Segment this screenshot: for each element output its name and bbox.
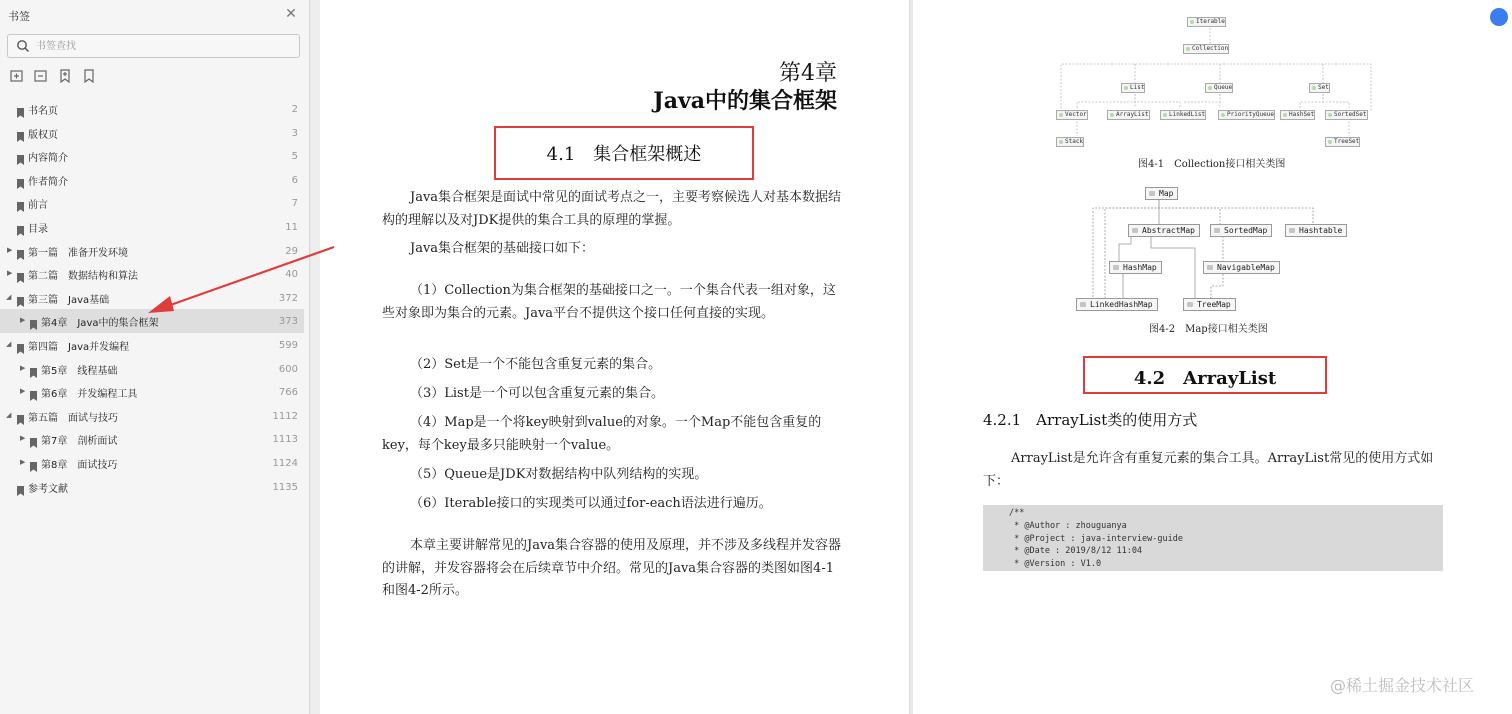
bookmark-item[interactable] [0,451,304,475]
bookmark-page-number: 1124 [272,457,298,469]
bookmark-label: 第8章 面试技巧 [41,459,118,471]
floating-tool-button[interactable] [1490,8,1508,26]
delete-bookmark-icon[interactable] [82,68,98,84]
collapse-arrow-icon[interactable]: ◢ [6,410,12,419]
bookmark-item[interactable] [0,215,304,239]
bookmark-page-number: 40 [285,269,298,281]
expand-arrow-icon[interactable]: ▶ [7,269,13,278]
list-item: （2）Set是一个不能包含重复元素的集合。 [410,357,662,372]
bookmark-icon [17,410,24,420]
bookmark-page-number: 1113 [272,434,298,446]
list-item: （3）List是一个可以包含重复元素的集合。 [410,386,664,401]
bookmark-item[interactable] [0,168,304,192]
bookmark-item[interactable] [0,144,304,168]
class-node: HashSet [1280,110,1315,120]
bookmark-label: 目录 [28,223,48,235]
class-node: LinkedHashMap [1076,298,1158,311]
bookmark-page-number: 766 [278,387,298,399]
section-heading: 4.1 集合框架概述 [546,144,702,165]
bookmark-icon [17,292,24,302]
bookmark-item[interactable] [0,427,304,451]
annotation-arrow [140,240,340,320]
bookmark-label: 第5章 线程基础 [41,365,118,377]
document-page-left [320,0,910,714]
class-node: List [1121,83,1145,93]
bookmark-label: 书名页 [28,106,58,117]
body-paragraph: Java集合框架是面试中常见的面试考点之一，主要考察候选人对基本数据结构的理解以及对JDK提供的集合工具的原理的掌握。 [382,190,842,228]
bookmark-icon [17,174,24,184]
bookmark-item[interactable] [0,97,304,121]
bookmark-icon [17,481,24,491]
bookmark-label: 第6章 并发编程工具 [41,389,138,401]
expand-arrow-icon[interactable]: ▶ [20,316,26,325]
bookmark-page-number: 3 [291,127,298,139]
bookmark-icon [17,221,24,231]
bookmark-label: 第三篇 Java基础 [28,294,110,306]
class-node: Collection [1183,44,1229,54]
bookmark-label: 第二篇 数据结构和算法 [28,271,138,283]
bookmark-page-number: 6 [291,174,298,186]
diagram-connectors [1073,184,1348,314]
bookmark-icon [30,315,37,325]
bookmark-toolbar [10,68,310,88]
bookmark-panel-header [0,0,310,30]
bookmark-icon [17,127,24,137]
bookmark-icon [30,363,37,373]
bookmark-label: 内容简介 [28,153,68,165]
expand-arrow-icon[interactable]: ▶ [7,245,13,254]
bookmark-icon [17,150,24,160]
watermark: @稀土掘金技术社区 [1330,676,1475,695]
bookmark-page-number: 599 [278,339,298,351]
bookmark-page-number: 7 [291,198,298,210]
bookmark-label: 参考文献 [28,483,68,495]
section-heading: 4.2 ArrayList [1133,368,1277,389]
collapse-arrow-icon[interactable]: ◢ [6,339,12,348]
bookmark-label: 第五篇 面试与技巧 [28,412,118,424]
bookmark-item[interactable] [0,357,304,381]
diagram-connectors [1053,12,1378,152]
class-node: TreeMap [1183,298,1236,311]
collapse-arrow-icon[interactable]: ◢ [6,292,12,301]
add-bookmark-icon[interactable] [58,68,74,84]
bookmark-label: 第四篇 Java并发编程 [28,341,130,353]
bookmark-page-number: 372 [278,292,298,304]
bookmark-icon [17,339,24,349]
search-icon [16,39,30,53]
body-paragraph: ArrayList是允许含有重复元素的集合工具。ArrayList常见的使用方式如下： [983,451,1434,489]
chapter-number: 第4章 [779,61,837,86]
section-highlight-box [1083,356,1327,394]
body-paragraph: 本章主要讲解常见的Java集合容器的使用及原理，并不涉及多线程并发容器的讲解，并发容器将会在后续章节中介绍。常见的Java集合容器的类图如图4-1和图4-2所示。 [382,538,842,598]
bookmark-icon [17,197,24,207]
code-block: /** * @Author : zhouguanya * @Project : java-interview-guide * @Date : 2019/8/12 11:04 * @Version : V1.0 [983,505,1443,571]
class-node: AbstractMap [1128,224,1200,237]
list-item: （4）Map是一个将key映射到value的对象。一个Map不能包含重复的key，每个key最多只能映射一个value。 [382,415,822,453]
expand-arrow-icon[interactable]: ▶ [20,434,26,443]
body-paragraph: Java集合框架的基础接口如下： [410,241,595,256]
subsection-heading: 4.2.1 ArrayList类的使用方式 [983,411,1198,429]
class-node: SortedMap [1210,224,1272,237]
class-node: Iterable [1187,17,1226,27]
bookmark-page-number: 373 [278,316,298,328]
bookmark-panel-title: 书签 [8,10,30,23]
bookmark-icon [30,457,37,467]
expand-arrow-icon[interactable]: ▶ [20,387,26,396]
map-class-diagram [1073,184,1348,314]
bookmark-page-number: 1112 [272,410,298,422]
bookmark-item[interactable] [0,404,304,428]
figure-caption: 图4-1 Collection接口相关类图 [1138,159,1286,170]
class-node: LinkedList [1160,110,1206,120]
expand-all-icon[interactable] [10,68,26,84]
list-item: （6）Iterable接口的实现类可以通过for-each语法进行遍历。 [410,496,772,511]
chapter-title: Java中的集合框架 [653,88,837,114]
collection-class-diagram [1053,12,1378,152]
expand-arrow-icon[interactable]: ▶ [20,363,26,372]
class-node: Map [1145,187,1178,200]
bookmark-page-number: 1135 [272,481,298,493]
bookmark-label: 前言 [28,200,48,212]
bookmark-page-number: 29 [285,245,298,257]
class-node: SortedSet [1325,110,1368,120]
bookmark-label: 作者简介 [28,176,68,188]
class-node: PriorityQueue [1218,110,1275,120]
bookmark-item[interactable] [0,121,304,145]
list-item: （5）Queue是JDK对数据结构中队列结构的实现。 [410,467,708,482]
bookmark-label: 版权页 [28,129,58,141]
bookmark-page-number: 11 [285,221,298,233]
bookmark-label: 第一篇 准备开发环境 [28,247,128,259]
class-node: NavigableMap [1203,261,1280,274]
document-page-right [913,0,1512,714]
bookmark-item[interactable] [0,475,304,499]
expand-arrow-icon[interactable]: ▶ [20,457,26,466]
class-node: Stack [1056,137,1084,147]
bookmark-icon [17,268,24,278]
list-item: （1）Collection为集合框架的基础接口之一。一个集合代表一组对象，这些对象即为集合的元素。Java平台不提供这个接口任何直接的实现。 [382,283,836,321]
bookmark-label: 第4章 Java中的集合框架 [41,318,159,330]
bookmark-page-number: 600 [278,363,298,375]
class-node: Queue [1205,83,1233,93]
bookmark-label: 第7章 剖析面试 [41,436,118,448]
bookmark-item[interactable] [0,191,304,215]
section-highlight-box [494,126,754,180]
collapse-all-icon[interactable] [34,68,50,84]
page-gutter [311,0,320,714]
bookmark-icon [30,433,37,443]
bookmark-search-input[interactable] [36,38,286,54]
class-node: ArrayList [1107,110,1150,120]
class-node: HashMap [1109,261,1162,274]
bookmark-icon [17,245,24,255]
class-node: TreeSet [1325,137,1360,147]
bookmark-page-number: 5 [291,151,298,163]
close-icon[interactable]: ✕ [285,6,297,22]
bookmark-search-box[interactable] [7,34,300,58]
bookmark-icon [17,103,24,113]
bookmark-page-number: 2 [291,104,298,115]
figure-caption: 图4-2 Map接口相关类图 [1149,324,1268,335]
bookmark-icon [30,386,37,396]
class-node: Vector [1056,110,1088,120]
bookmark-item[interactable] [0,380,304,404]
bookmark-item[interactable] [0,333,304,357]
bookmark-panel [0,0,310,714]
class-node: Hashtable [1285,224,1347,237]
class-node: Set [1309,83,1330,93]
